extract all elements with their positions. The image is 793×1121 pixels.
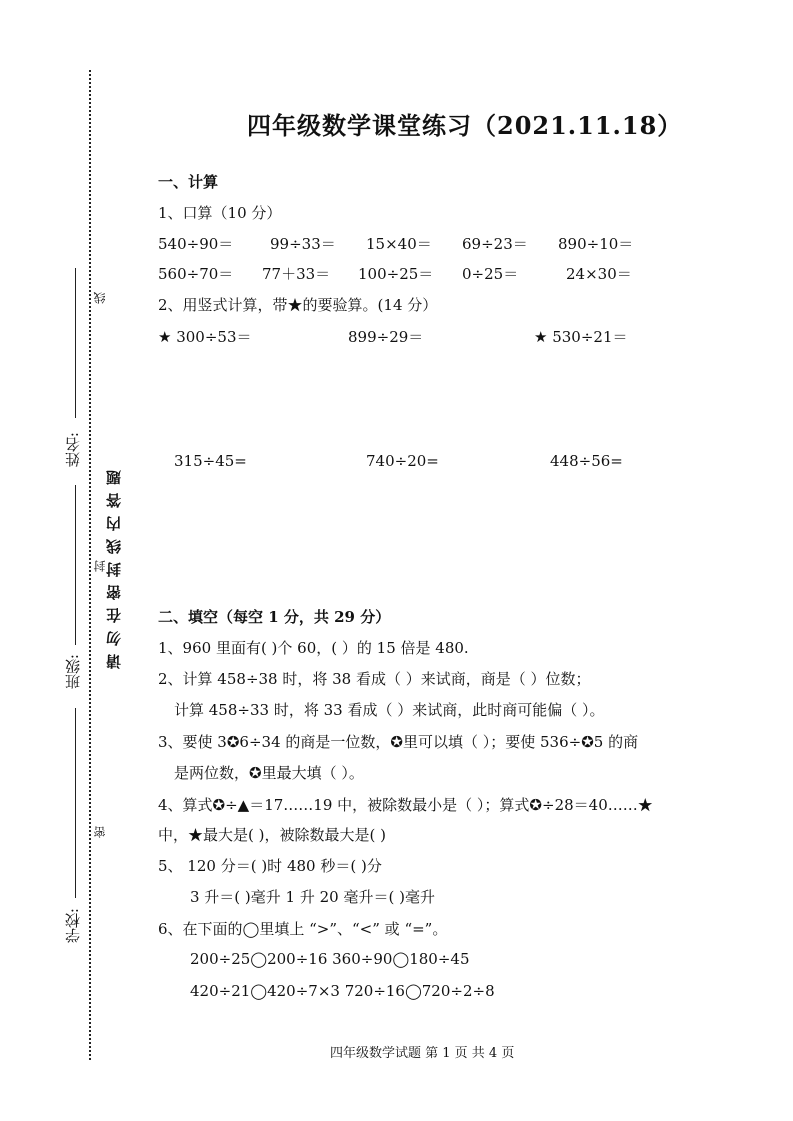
oral-item: 15×40＝ [366,235,432,253]
compare-line: 200÷25◯200÷16 360÷90◯180÷45 [190,950,470,968]
oral-item: 69÷23＝ [462,235,528,253]
class-underline [75,485,76,645]
fill-line: 3、要使 3✪6÷34 的商是一位数，✪里可以填（ ）；要使 536÷✪5 的商 [158,733,639,751]
fill-line: 是两位数，✪里最大填（ ）。 [174,764,364,782]
page-title: 四年级数学课堂练习（2021.11.18） [247,111,683,140]
fill-line: 1、960 里面有( )个 60，( ）的 15 倍是 480. [158,639,469,657]
fill-line: 4、算式✪÷▲＝17……19 中，被除数最小是（ ）；算式✪÷28＝40……★ [158,796,653,814]
oral-item: 560÷70＝ [158,265,234,283]
marker-secret: 密 [93,826,107,838]
section2-heading: 二、填空（每空 1 分，共 29 分） [158,608,391,626]
oral-item: 77＋33＝ [262,265,331,283]
class-label: 班级: [64,654,82,690]
marker-seal: 封 [93,560,107,572]
fill-line: 计算 458÷33 时，将 33 看成（ ）来试商，此时商可能偏（ ）。 [174,701,605,719]
fill-line: 6、在下面的◯里填上 “>”、“<” 或 “=”。 [158,920,448,938]
oral-item: 24×30＝ [566,265,632,283]
school-underline [75,708,76,898]
oral-item: 540÷90＝ [158,235,234,253]
school-label: 学校: [64,908,82,944]
oral-item: 0÷25＝ [462,265,519,283]
oral-item: 99÷33＝ [270,235,336,253]
fill-line: 5、 120 分＝( )时 480 秒＝( )分 [158,857,382,875]
vertical-calc-item: ★ 300÷53＝ [158,328,252,346]
seal-warning: 请勿在密封线内答题 [105,462,123,669]
vertical-calc-item: 315÷45= [174,452,247,470]
vertical-calc-item: 740÷20= [366,452,439,470]
fill-line: 3 升＝( )毫升 1 升 20 毫升＝( )毫升 [190,888,435,906]
vertical-calc-item: 899÷29＝ [348,328,424,346]
q2-title: 2、用竖式计算，带★的要验算。(14 分） [158,296,438,314]
compare-line: 420÷21◯420÷7×3 720÷16◯720÷2÷8 [190,982,495,1000]
name-underline [75,268,76,418]
vertical-calc-item: 448÷56= [550,452,623,470]
q1-title: 1、口算（10 分） [158,204,282,222]
oral-item: 890÷10＝ [558,235,634,253]
fill-line: 2、计算 458÷38 时，将 38 看成（ ）来试商，商是（ ）位数； [158,670,591,688]
name-label: 姓名: [64,432,82,468]
marker-line: 线 [93,292,107,304]
vertical-calc-item: ★ 530÷21＝ [534,328,628,346]
page-footer: 四年级数学试题 第 1 页 共 4 页 [330,1046,515,1061]
fill-line: 中，★最大是( )，被除数最大是( ) [158,826,386,844]
section1-heading: 一、计算 [158,173,219,191]
oral-item: 100÷25＝ [358,265,434,283]
